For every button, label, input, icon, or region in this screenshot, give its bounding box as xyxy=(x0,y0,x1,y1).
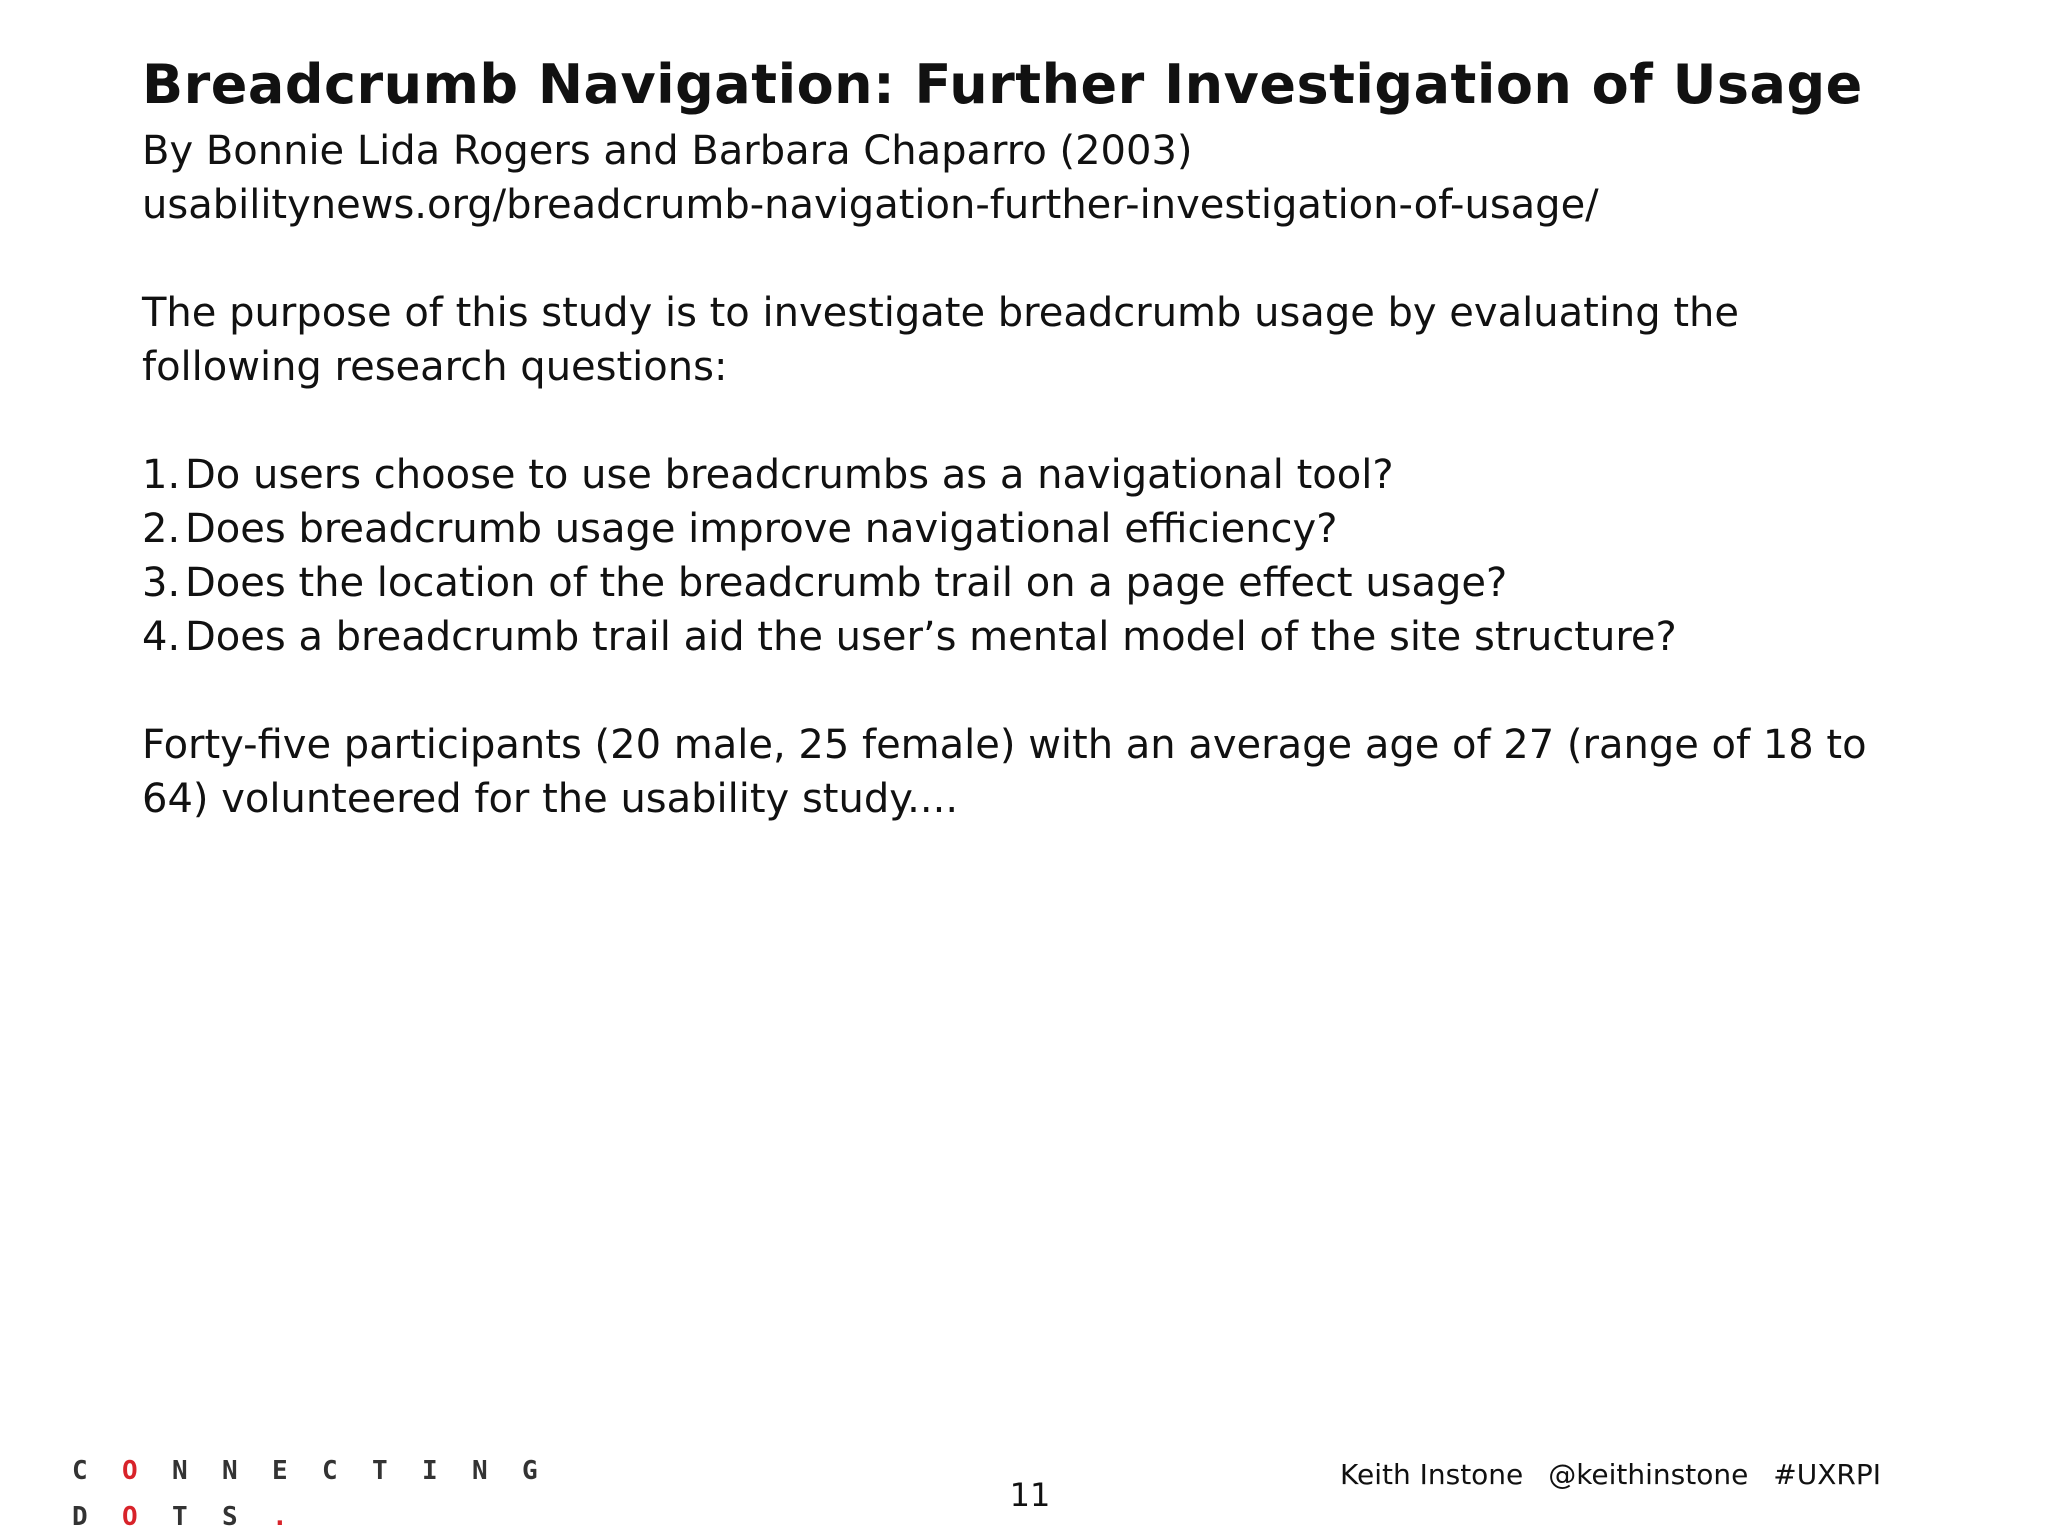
purpose-paragraph: The purpose of this study is to investigate breadcrumb usage by evaluating the following research questions: xyxy=(142,290,1739,390)
research-questions-list xyxy=(142,448,2002,664)
source-url: usabilitynews.org/breadcrumb-navigation-further-investigation-of-usage/ xyxy=(142,182,1599,228)
logo-letter: O xyxy=(122,1456,138,1486)
question-text: Does breadcrumb usage improve navigational efficiency? xyxy=(185,506,1338,552)
logo-letter: N xyxy=(172,1456,188,1486)
hashtag: #UXRPI xyxy=(1773,1458,1881,1491)
slide-title: Breadcrumb Navigation: Further Investigation of Usage xyxy=(142,53,1863,116)
logo-letter: N xyxy=(472,1456,488,1486)
logo-letter: E xyxy=(272,1456,288,1486)
spacer xyxy=(142,394,2002,448)
research-question xyxy=(142,448,2002,502)
authors-line: By Bonnie Lida Rogers and Barbara Chaparro (2003) xyxy=(142,128,1193,174)
question-text: Does the location of the breadcrumb trail on a page effect usage? xyxy=(185,560,1508,606)
participants-paragraph: Forty-five participants (20 male, 25 female) with an average age of 27 (range of 18 to 64) volunteered for the usability study.... xyxy=(142,722,1867,822)
spacer xyxy=(142,232,2002,286)
page-number: 11 xyxy=(1009,1476,1051,1514)
question-number: 3. xyxy=(142,560,181,606)
question-number: 1. xyxy=(142,452,181,498)
logo-letter: C xyxy=(72,1456,88,1486)
logo-letter: N xyxy=(222,1456,238,1486)
author-name: Keith Instone xyxy=(1340,1458,1524,1491)
author-credit xyxy=(1340,1458,1897,1491)
connecting-dots-logo xyxy=(72,1448,572,1540)
author-handle: @keithinstone xyxy=(1548,1458,1749,1491)
logo-letter: D xyxy=(72,1502,88,1532)
logo-letter: S xyxy=(222,1502,238,1532)
question-number: 4. xyxy=(142,614,181,660)
logo-letter: I xyxy=(422,1456,438,1486)
question-text: Does a breadcrumb trail aid the user’s mental model of the site structure? xyxy=(185,614,1677,660)
research-question xyxy=(142,610,2002,664)
logo-row-connecting xyxy=(72,1448,572,1494)
spacer xyxy=(142,664,2002,718)
logo-letter: T xyxy=(372,1456,388,1486)
question-number: 2. xyxy=(142,506,181,552)
research-question xyxy=(142,556,2002,610)
logo-letter: O xyxy=(122,1502,138,1532)
logo-letter: C xyxy=(322,1456,338,1486)
logo-letter: T xyxy=(172,1502,188,1532)
slide-content xyxy=(142,46,2002,826)
logo-row-dots xyxy=(72,1494,572,1540)
logo-letter: . xyxy=(272,1502,288,1532)
logo-letter: G xyxy=(522,1456,538,1486)
research-question xyxy=(142,502,2002,556)
question-text: Do users choose to use breadcrumbs as a navigational tool? xyxy=(185,452,1394,498)
